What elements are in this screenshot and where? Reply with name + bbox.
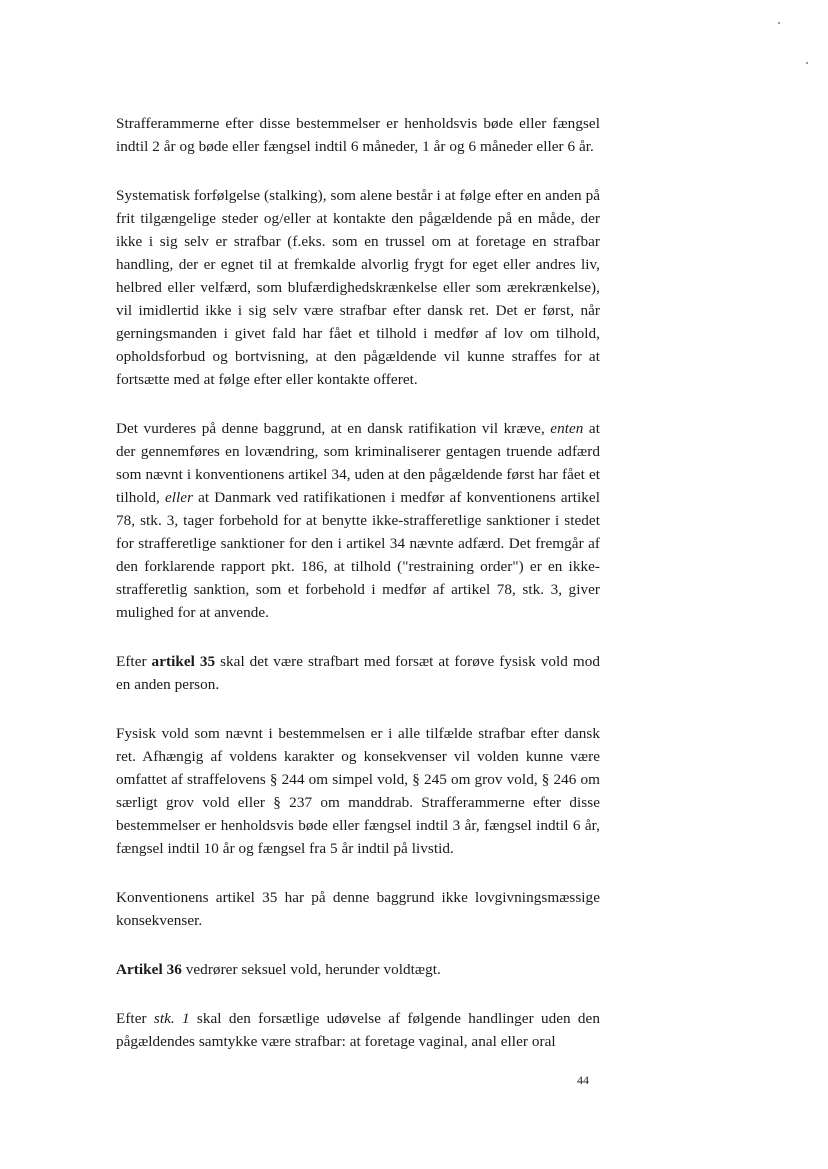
text-segment: skal det være strafbart med forsæt at forøve fysisk vold mod en anden person. [116,653,600,693]
text-segment: Efter [116,1010,154,1027]
emphasis-text: stk. 1 [153,1010,190,1027]
article-reference: artikel 35 [151,653,216,670]
text-segment: Det vurderes på denne baggrund, at en dansk ratifikation vil kræve, [116,420,551,437]
text-segment: Fysisk vold som nævnt i bestemmelsen er i alle tilfælde strafbar efter dansk ret. Afhængig af voldens karakter og konsekvenser vil volden kunne være omfattet af straffelovens § 244 om simpel vold, § 245 om grov vold, § 246 om særligt grov vold eller § 237 om manddrab. Strafferammerne efter disse bestemmelser er henholdsvis bøde eller fængsel indtil 3 år, fængsel indtil 6 år, fængsel indtil 10 år og fængsel fra 5 år indtil på livstid. [116,725,600,857]
text-segment: Konventionens artikel 35 har på denne baggrund ikke lovgivningsmæssige konsekvenser. [116,889,600,929]
text-segment: Systematisk forfølgelse (stalking), som alene består i at følge efter en anden på frit tilgængelige steder og/eller at kontakte den pågældende på en måde, der ikke i sig selv er strafbar (f.eks. som en trussel om at foretage en strafbar handling, der er egnet til at fremkalde alvorlig frygt for eget eller andres liv, helbred eller velfærd, som blufærdighedskrænkelse eller som ærekrænkelse), vil imidlertid ikke i sig selv være strafbar efter dansk ret. Det er først, når gerningsmanden i givet fald har fået et tilhold i medfør af lov om tilhold, opholdsforbud og bortvisning, at den pågældende vil kunne straffes for at fortsætte med at følge efter eller kontakte offeret. [116,187,600,388]
text-segment: vedrører seksuel vold, herunder voldtægt. [181,961,441,978]
article-reference: Artikel 36 [116,961,182,978]
text-segment: Efter [116,653,152,670]
document-body [116,112,600,1079]
paragraph [116,1007,600,1053]
paragraph [116,958,600,981]
page-number: 44 [577,1073,589,1087]
scan-speck [806,62,808,64]
paragraph [116,417,600,624]
text-segment: at Danmark ved ratifikationen i medfør af konventionens artikel 78, stk. 3, tager forbehold for at benytte ikke-strafferetlige sanktioner i stedet for strafferetlige sanktioner for den i artikel 34 nævnte adfærd. Det fremgår af den forklarende rapport pkt. 186, at tilhold ("restraining order") er en ikke-strafferetlig sanktion, som et forbehold i medfør af artikel 78, stk. 3, giver mulighed for at anvende. [116,489,600,621]
paragraph [116,184,600,391]
paragraph [116,886,600,932]
emphasis-text: enten [550,420,584,437]
emphasis-text: eller [164,489,194,506]
text-segment: at der gennemføres en lovændring, som kriminaliserer gentagen truende adfærd som nævnt i konventionens artikel 34, uden at den pågældende først har fået et tilhold, [116,420,600,506]
text-segment: skal den forsætlige udøvelse af følgende handlinger uden den pågældendes samtykke være strafbar: at foretage vaginal, anal eller oral [116,1010,600,1050]
paragraph [116,722,600,860]
paragraph [116,112,600,158]
scan-speck [778,22,780,24]
text-segment: Strafferammerne efter disse bestemmelser er henholdsvis bøde eller fængsel indtil 2 år og bøde eller fængsel indtil 6 måneder, 1 år og 6 måneder eller 6 år. [116,115,600,155]
paragraph [116,650,600,696]
